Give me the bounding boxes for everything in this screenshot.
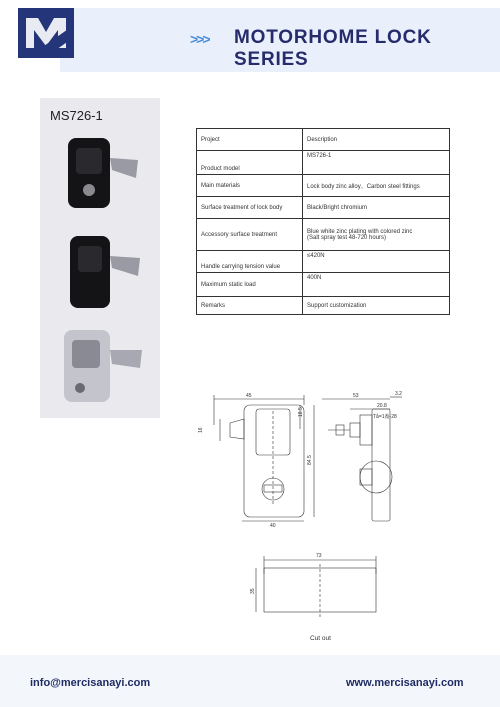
dim-20-8: 20.8 xyxy=(377,403,387,409)
lock-photo-black-1 xyxy=(68,138,138,208)
table-row xyxy=(197,175,450,197)
product-photo-panel xyxy=(40,98,160,418)
spec-table xyxy=(196,128,450,315)
table-cell: Support customization xyxy=(303,297,450,315)
dim-3-2: 3.2 xyxy=(395,391,402,397)
table-cell: Surface treatment of lock body xyxy=(197,197,303,219)
cut-dim-35: 35 xyxy=(250,588,256,594)
table-cell: Black/Bright chromium xyxy=(303,197,450,219)
cutout-label: Cut out xyxy=(310,635,331,642)
chevron-right-icon: >>> xyxy=(190,31,209,47)
technical-drawing xyxy=(190,385,420,545)
table-row xyxy=(197,197,450,219)
table-cell: Accessory surface treatment xyxy=(197,219,303,251)
table-row xyxy=(197,151,450,175)
brand-logo xyxy=(18,8,74,58)
table-cell: Lock body zinc alloy、Carbon steel fittings xyxy=(303,175,450,197)
table-row xyxy=(197,297,450,315)
table-header-row xyxy=(197,129,450,151)
table-cell: 400N xyxy=(303,273,450,297)
dim-18-5: 18.5 xyxy=(298,407,304,417)
dim-84-5: 84.5 xyxy=(307,455,313,465)
table-cell: Main materials xyxy=(197,175,303,197)
table-row xyxy=(197,251,450,273)
table-header-cell: Project xyxy=(197,129,303,151)
lock-photo-chrome xyxy=(64,330,142,402)
table-cell: Handle carrying tension value xyxy=(197,251,303,273)
cut-dim-73: 73 xyxy=(316,553,322,559)
table-header-cell: Description xyxy=(303,129,450,151)
table-cell: Maximum static load xyxy=(197,273,303,297)
page-title: MOTORHOME LOCK SERIES xyxy=(234,27,432,70)
lock-photo-black-2 xyxy=(70,236,140,308)
footer-email-link[interactable]: info@mercisanayi.com xyxy=(30,677,151,689)
cutout-drawing xyxy=(250,548,390,632)
table-row xyxy=(197,219,450,251)
footer-website-link[interactable]: www.mercisanayi.com xyxy=(346,677,464,689)
dim-40: 40 xyxy=(270,523,276,529)
table-row xyxy=(197,273,450,297)
dim-thread: Tå=1鲞-28 xyxy=(373,414,397,420)
table-cell: Blue white zinc plating with colored zinc (Salt spray test 48-720 hours) xyxy=(303,219,450,251)
table-cell: Product model xyxy=(197,151,303,175)
table-cell: ≤420N xyxy=(303,251,450,273)
dim-53: 53 xyxy=(353,393,359,399)
product-model-heading: MS726-1 xyxy=(50,108,103,123)
dim-16: 16 xyxy=(198,427,204,433)
table-cell: MS726-1 xyxy=(303,151,450,175)
table-cell: Remarks xyxy=(197,297,303,315)
dim-45: 45 xyxy=(246,393,252,399)
